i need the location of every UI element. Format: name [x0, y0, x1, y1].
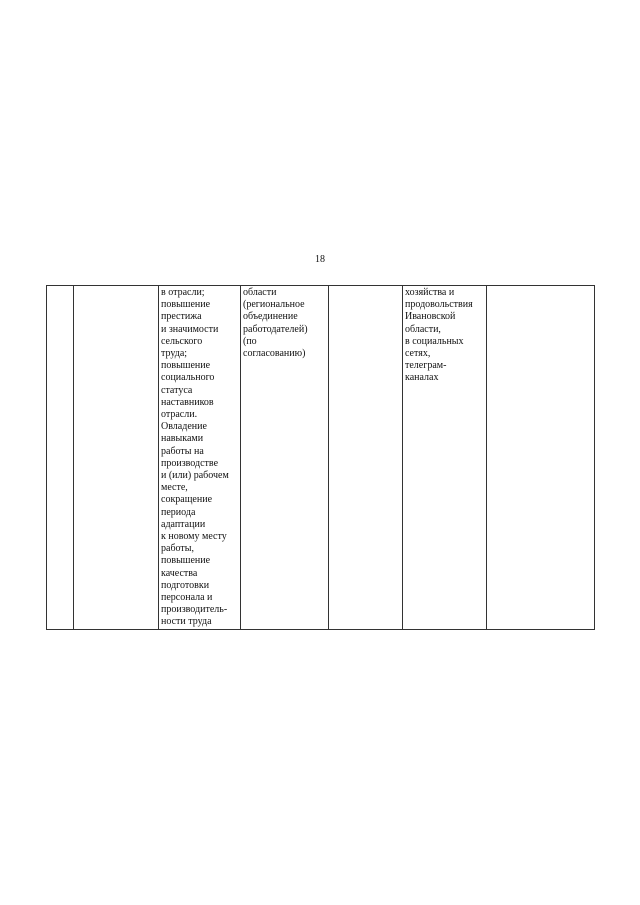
plan-table	[46, 285, 595, 630]
cell-expected-result: в отрасли; повышение престижа и значимости сельского труда; повышение социального статуса наставников отрасли. Овладение навыками работы на производстве и (или) рабочем месте, сокращение периода адаптации к новому месту работы, повышение качества подготовки персонала и производитель- ности труда	[159, 286, 241, 630]
cell-number	[47, 286, 74, 630]
cell-notes	[487, 286, 595, 630]
cell-responsible: области (региональное объединение работодателей) (по согласованию)	[241, 286, 329, 630]
cell-publication: хозяйства и продовольствия Ивановской области, в социальных сетях, телеграм- каналах	[403, 286, 487, 630]
cell-event	[74, 286, 159, 630]
cell-deadline	[329, 286, 403, 630]
table-row	[47, 286, 595, 630]
page-number: 18	[315, 254, 325, 265]
